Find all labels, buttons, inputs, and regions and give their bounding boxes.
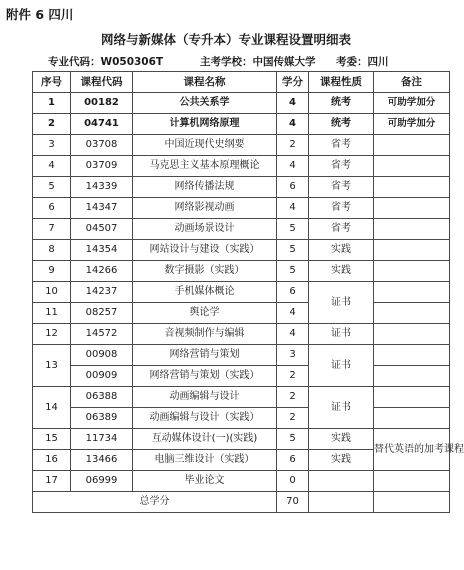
cell-name: 中国近现代史纲要 (133, 135, 277, 156)
table-row (33, 366, 450, 387)
table-row (33, 429, 450, 450)
cell-name: 计算机网络原理 (133, 114, 277, 135)
cell-no: 4 (33, 156, 71, 177)
cell-note (374, 408, 450, 429)
cell-credit: 5 (277, 219, 309, 240)
cell-code: 14354 (71, 240, 133, 261)
table-row (33, 408, 450, 429)
cell-code: 13466 (71, 450, 133, 471)
cell-credit: 2 (277, 408, 309, 429)
cell-note: 可助学加分 (374, 93, 450, 114)
cell-note: 可助学加分 (374, 114, 450, 135)
table-row (33, 324, 450, 345)
cell-name: 动画编辑与设计（实践） (133, 408, 277, 429)
cell-note (374, 324, 450, 345)
cell-credit: 6 (277, 282, 309, 303)
cell-code: 14347 (71, 198, 133, 219)
table-row (33, 219, 450, 240)
table-header-row (33, 72, 450, 93)
cell-code: 04741 (71, 114, 133, 135)
course-table (32, 71, 464, 513)
cell-type: 证书 (309, 324, 374, 345)
cell-type-merged: 证书 (309, 387, 374, 429)
cell-note (374, 156, 450, 177)
cell-note (374, 366, 450, 387)
cell-no: 15 (33, 429, 71, 450)
cell-note (374, 261, 450, 282)
cell-note (374, 282, 450, 303)
document-title: 网络与新媒体（专升本）专业课程设置明细表 (100, 32, 351, 47)
cell-name: 音视频制作与编辑 (133, 324, 277, 345)
total-label: 总学分 (33, 492, 277, 513)
table-row (33, 282, 450, 303)
table-row (33, 114, 450, 135)
cell-type: 省考 (309, 219, 374, 240)
cell-name: 电脑三维设计（实践） (133, 450, 277, 471)
cell-note (374, 387, 450, 408)
cell-code: 11734 (71, 429, 133, 450)
cell-credit: 2 (277, 366, 309, 387)
exam-committee: 考委：四川 (336, 56, 389, 68)
table-row (33, 135, 450, 156)
header-credit: 学分 (277, 72, 309, 93)
cell-note (374, 198, 450, 219)
cell-name: 数字摄影（实践） (133, 261, 277, 282)
cell-name: 公共关系学 (133, 93, 277, 114)
cell-code: 14572 (71, 324, 133, 345)
table-row (33, 261, 450, 282)
cell-no: 2 (33, 114, 71, 135)
cell-code: 06999 (71, 471, 133, 492)
cell-credit: 4 (277, 114, 309, 135)
cell-credit: 5 (277, 261, 309, 282)
header-note: 备注 (374, 72, 450, 93)
host-school: 主考学校：中国传媒大学 (200, 56, 316, 68)
cell-type-merged: 证书 (309, 345, 374, 387)
cell-credit: 6 (277, 177, 309, 198)
cell-no: 9 (33, 261, 71, 282)
table-row (33, 156, 450, 177)
total-credit: 70 (277, 492, 309, 513)
table-row (33, 240, 450, 261)
header-no: 序号 (33, 72, 71, 93)
cell-code: 03708 (71, 135, 133, 156)
cell-type: 实践 (309, 450, 374, 471)
attachment-label: 附件 6 四川 (6, 7, 74, 22)
cell-type: 省考 (309, 156, 374, 177)
cell-no: 10 (33, 282, 71, 303)
cell-note (374, 492, 450, 513)
cell-name: 网络影视动画 (133, 198, 277, 219)
cell-type: 统考 (309, 114, 374, 135)
cell-name: 网站设计与建设（实践） (133, 240, 277, 261)
cell-no-merged: 14 (33, 387, 71, 429)
cell-note (374, 177, 450, 198)
cell-note (374, 345, 450, 366)
cell-no: 17 (33, 471, 71, 492)
table-row (33, 303, 450, 324)
cell-name: 动画编辑与设计 (133, 387, 277, 408)
cell-credit: 3 (277, 345, 309, 366)
cell-name: 互动媒体设计(一)(实践) (133, 429, 277, 450)
cell-code: 00908 (71, 345, 133, 366)
table-row (33, 93, 450, 114)
cell-note (374, 471, 450, 492)
cell-code: 14237 (71, 282, 133, 303)
cell-note (374, 240, 450, 261)
cell-type: 实践 (309, 261, 374, 282)
header-code: 课程代码 (71, 72, 133, 93)
cell-type: 省考 (309, 135, 374, 156)
cell-code: 00909 (71, 366, 133, 387)
cell-no: 12 (33, 324, 71, 345)
cell-no: 7 (33, 219, 71, 240)
total-row (33, 492, 450, 513)
table-row (33, 198, 450, 219)
cell-no: 11 (33, 303, 71, 324)
cell-code: 14266 (71, 261, 133, 282)
cell-credit: 6 (277, 450, 309, 471)
cell-code: 06388 (71, 387, 133, 408)
cell-credit: 2 (277, 387, 309, 408)
cell-name: 舆论学 (133, 303, 277, 324)
cell-no-merged: 13 (33, 345, 71, 387)
cell-credit: 4 (277, 198, 309, 219)
cell-credit: 0 (277, 471, 309, 492)
table-row (33, 345, 450, 366)
cell-note (374, 135, 450, 156)
table-row (33, 177, 450, 198)
cell-name: 手机媒体概论 (133, 282, 277, 303)
cell-code: 00182 (71, 93, 133, 114)
cell-type: 实践 (309, 240, 374, 261)
cell-type (309, 492, 374, 513)
cell-no: 3 (33, 135, 71, 156)
cell-no: 16 (33, 450, 71, 471)
cell-code: 06389 (71, 408, 133, 429)
cell-credit: 5 (277, 429, 309, 450)
cell-credit: 4 (277, 303, 309, 324)
cell-code: 08257 (71, 303, 133, 324)
cell-type (309, 471, 374, 492)
cell-code: 03709 (71, 156, 133, 177)
major-code: 专业代码：W050306T (48, 56, 164, 68)
cell-credit: 4 (277, 324, 309, 345)
header-name: 课程名称 (133, 72, 277, 93)
cell-credit: 4 (277, 93, 309, 114)
cell-code: 14339 (71, 177, 133, 198)
cell-type: 实践 (309, 429, 374, 450)
cell-credit: 4 (277, 156, 309, 177)
cell-name: 网络营销与策划（实践） (133, 366, 277, 387)
cell-code: 04507 (71, 219, 133, 240)
cell-name: 毕业论文 (133, 471, 277, 492)
cell-type-merged: 证书 (309, 282, 374, 324)
cell-name: 网络营销与策划 (133, 345, 277, 366)
cell-name: 网络传播法规 (133, 177, 277, 198)
cell-note (374, 303, 450, 324)
cell-no: 8 (33, 240, 71, 261)
cell-note-merged: 替代英语的加考课程 (374, 429, 450, 471)
cell-no: 5 (33, 177, 71, 198)
cell-credit: 2 (277, 135, 309, 156)
cell-credit: 5 (277, 240, 309, 261)
cell-name: 马克思主义基本原理概论 (133, 156, 277, 177)
cell-type: 省考 (309, 198, 374, 219)
cell-no: 6 (33, 198, 71, 219)
table-row (33, 471, 450, 492)
table-row (33, 387, 450, 408)
cell-no: 1 (33, 93, 71, 114)
cell-name: 动画场景设计 (133, 219, 277, 240)
cell-note (374, 219, 450, 240)
cell-type: 统考 (309, 93, 374, 114)
cell-type: 省考 (309, 177, 374, 198)
header-type: 课程性质 (309, 72, 374, 93)
